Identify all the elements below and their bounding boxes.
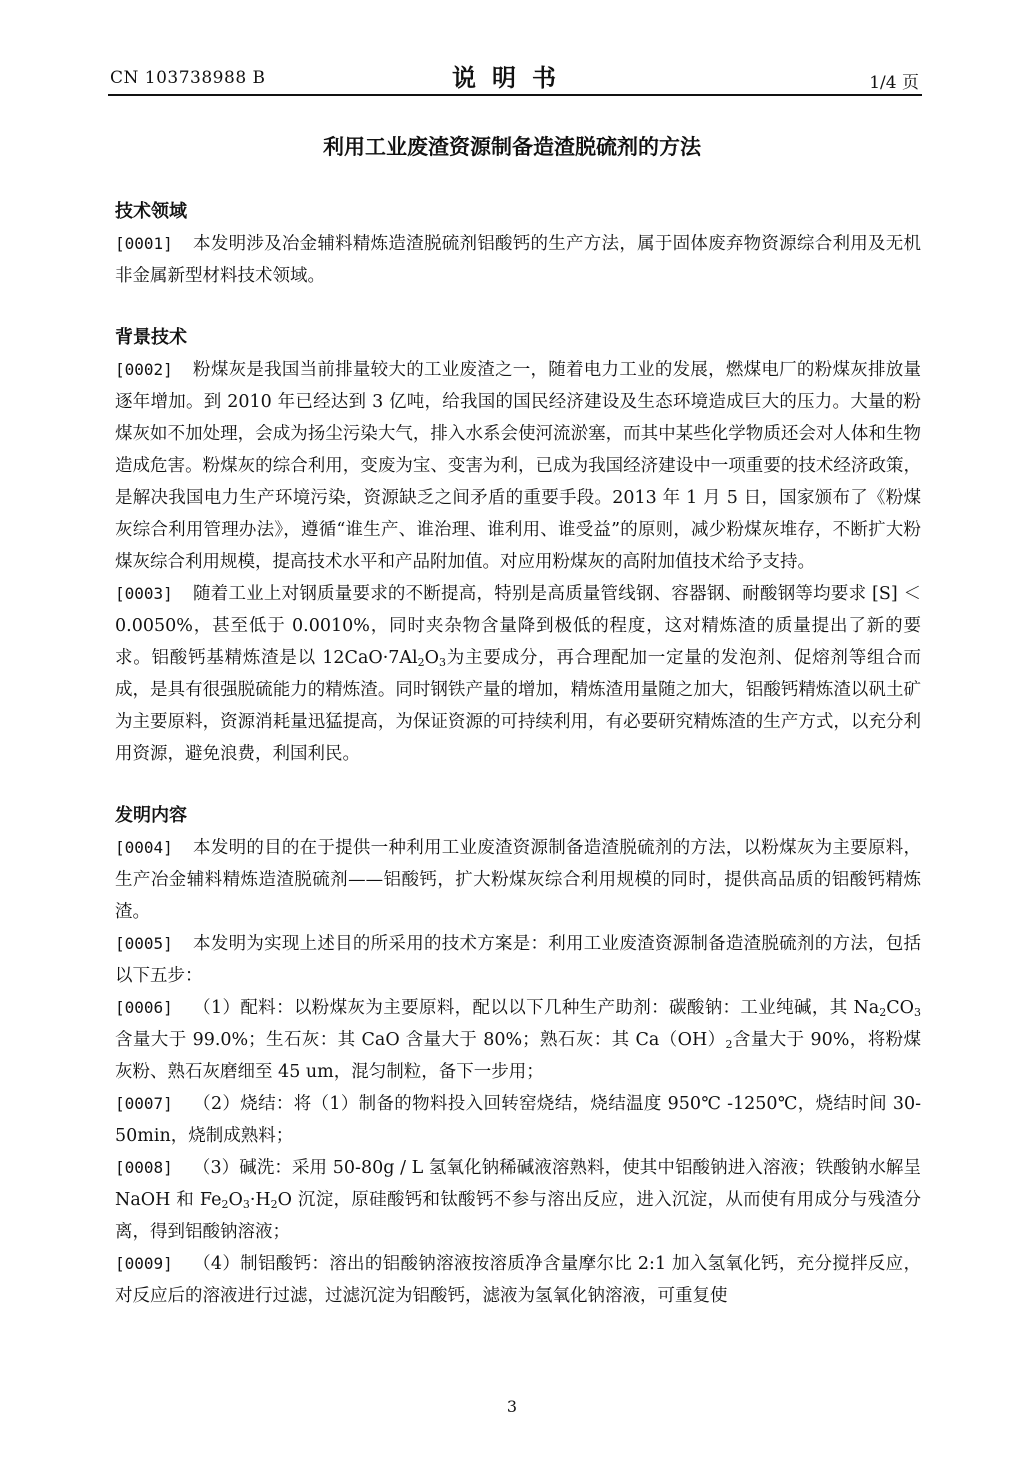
paragraph-text: （3）碱洗：采用 50-80g / L 氢氧化钠稀碱液溶熟料，使其中铝酸钠进入溶液；铁酸钠水解呈 NaOH 和 Fe bbox=[115, 1158, 921, 1210]
paragraph-0005 bbox=[115, 928, 921, 992]
subscript: 2 bbox=[725, 1038, 733, 1051]
paragraph-number: [0002] bbox=[115, 360, 173, 379]
paragraph-text: 本发明涉及冶金辅料精炼造渣脱硫剂铝酸钙的生产方法，属于固体废弃物资源综合利用及无机非金属新型材料技术领域。 bbox=[115, 234, 921, 286]
paragraph-text: O 沉淀，原硅酸钙和钛酸钙不参与溶出反应，进入沉淀，从而使有用成分与残渣分离，得到铝酸钠溶液； bbox=[115, 1190, 921, 1242]
subscript: 3 bbox=[914, 1006, 921, 1019]
paragraph-text: O bbox=[228, 1190, 243, 1210]
section-heading-background: 背景技术 bbox=[115, 327, 187, 348]
paragraph-number: [0001] bbox=[115, 234, 173, 253]
section-heading-invention: 发明内容 bbox=[115, 805, 187, 826]
subscript: 2 bbox=[221, 1198, 229, 1211]
paragraph-text: （4）制铝酸钙：溶出的铝酸钠溶液按溶质净含量摩尔比 2:1 加入氢氧化钙，充分搅拌反应，对反应后的溶液进行过滤，过滤沉淀为铝酸钙，滤液为氢氧化钠溶液，可重复使 bbox=[115, 1254, 921, 1306]
section-heading-tech-field: 技术领域 bbox=[115, 201, 187, 222]
document-type: 说明书 bbox=[452, 64, 572, 92]
paragraph-number: [0003] bbox=[115, 584, 173, 603]
subscript: 2 bbox=[417, 656, 425, 669]
paragraph-text: O bbox=[424, 648, 440, 668]
paragraph-0007 bbox=[115, 1088, 921, 1152]
paragraph-text: 本发明为实现上述目的所采用的技术方案是：利用工业废渣资源制备造渣脱硫剂的方法，包括以下五步： bbox=[115, 934, 921, 986]
document-title: 利用工业废渣资源制备造渣脱硫剂的方法 bbox=[323, 135, 701, 159]
paragraph-number: [0007] bbox=[115, 1094, 173, 1113]
paragraph-0008 bbox=[115, 1152, 921, 1248]
paragraph-text: ·H bbox=[249, 1190, 271, 1210]
paragraph-number: [0006] bbox=[115, 998, 173, 1017]
paragraph-0001 bbox=[115, 228, 921, 292]
paragraph-text: （1）配料：以粉煤灰为主要原料，配以以下几种生产助剂：碳酸钠：工业纯碱，其 Na bbox=[192, 998, 880, 1018]
header-divider bbox=[108, 94, 922, 96]
paragraph-0003 bbox=[115, 578, 921, 770]
paragraph-0002 bbox=[115, 354, 921, 578]
subscript: 3 bbox=[242, 1198, 250, 1211]
document-body bbox=[115, 196, 921, 1312]
paragraph-number: [0009] bbox=[115, 1254, 173, 1273]
paragraph-text: 含量大于 99.0%；生石灰：其 CaO 含量大于 80%；熟石灰：其 Ca（OH） bbox=[115, 1030, 726, 1050]
paragraph-number: [0005] bbox=[115, 934, 173, 953]
paragraph-text: 本发明的目的在于提供一种利用工业废渣资源制备造渣脱硫剂的方法，以粉煤灰为主要原料，生产冶金辅料精炼造渣脱硫剂——铝酸钙，扩大粉煤灰综合利用规模的同时，提供高品质的铝酸钙精炼渣。 bbox=[115, 838, 921, 922]
paragraph-text: （2）烧结：将（1）制备的物料投入回转窑烧结，烧结温度 950℃ -1250℃，烧结时间 30-50min，烧制成熟料； bbox=[115, 1094, 921, 1146]
paragraph-0006 bbox=[115, 992, 921, 1088]
paragraph-text: 为主要成分，再合理配加一定量的发泡剂、促熔剂等组合而成，是具有很强脱硫能力的精炼渣。同时钢铁产量的增加，精炼渣用量随之加大，铝酸钙精炼渣以矾土矿为主要原料，资源消耗量迅猛提高，为保证资源的可持续利用，有必要研究精炼渣的生产方式，以充分利用资源，避免浪费，利国利民。 bbox=[115, 648, 921, 764]
subscript: 2 bbox=[270, 1198, 278, 1211]
page-indicator: 1/4 页 bbox=[869, 73, 919, 93]
paragraph-text: 粉煤灰是我国当前排量较大的工业废渣之一，随着电力工业的发展，燃煤电厂的粉煤灰排放量逐年增加。到 2010 年已经达到 3 亿吨，给我国的国民经济建设及生态环境造成巨大的压力。大量的粉煤灰如不加处理，会成为扬尘污染大气，排入水系会使河流淤塞，而其中某些化学物质还会对人体和生物造成危害。粉煤灰的综合利用，变废为宝、变害为利，已成为我国经济建设中一项重要的技术经济政策，是解决我国电力生产环境污染，资源缺乏之间矛盾的重要手段。2013 年 1 月 5 日，国家颁布了《粉煤灰综合利用管理办法》，遵循“谁生产、谁治理、谁利用、谁受益”的原则，减少粉煤灰堆存，不断扩大粉煤灰综合利用规模，提高技术水平和产品附加值。对应用粉煤灰的高附加值技术给予支持。 bbox=[115, 360, 921, 572]
paragraph-number: [0008] bbox=[115, 1158, 173, 1177]
subscript: 3 bbox=[439, 656, 447, 669]
paragraph-text: 含量大于 90%，将粉煤灰粉、熟石灰磨细至 45 um，混匀制粒，备下一步用； bbox=[115, 1030, 921, 1082]
paragraph-text: CO bbox=[886, 998, 914, 1018]
paragraph-0004 bbox=[115, 832, 921, 928]
page-number: 3 bbox=[506, 1397, 518, 1416]
paragraph-number: [0004] bbox=[115, 838, 173, 857]
subscript: 2 bbox=[879, 1006, 887, 1019]
patent-number: CN 103738988 B bbox=[110, 68, 266, 88]
paragraph-text: 随着工业上对钢质量要求的不断提高，特别是高质量管线钢、容器钢、耐酸钢等均要求 [S] ＜ 0.0050%，甚至低于 0.0010%，同时夹杂物含量降到极低的程度，这对精炼渣的质量提出了新的要求。铝酸钙基精炼渣是以 12CaO·7Al bbox=[115, 584, 921, 668]
paragraph-0009 bbox=[115, 1248, 921, 1312]
